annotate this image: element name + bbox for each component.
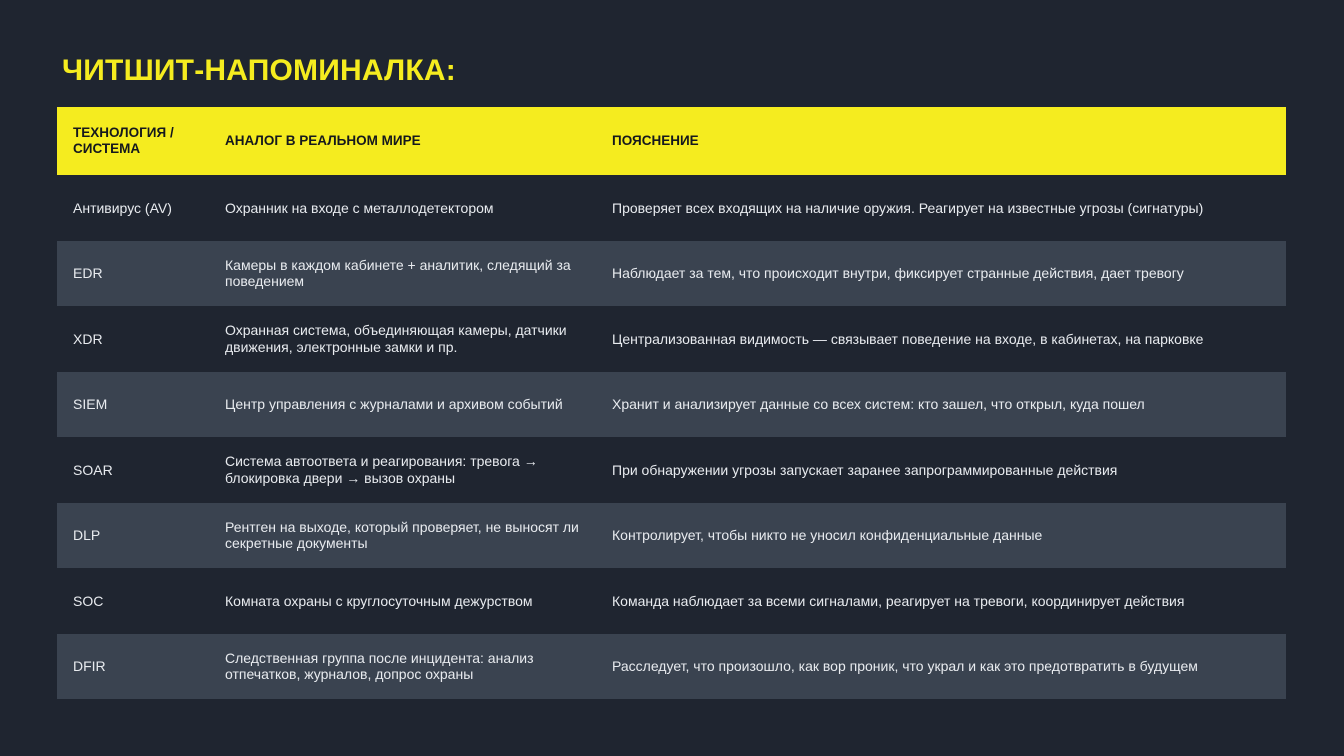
technology-cell: SIEM [73,396,108,412]
explanation-cell: При обнаружении угрозы запускает заранее запрограммированные действия [612,461,1118,478]
technology-cell: XDR [73,330,103,347]
explanation-cell: Наблюдает за тем, что происходит внутри, фиксирует странные действия, дает тревогу [612,265,1184,281]
cheatsheet-table [57,107,1286,699]
column-header-technology: ТЕХНОЛОГИЯ / СИСТЕМА [73,124,174,156]
analog-cell: Охранник на входе с металлодетектором [225,199,494,216]
analog-cell: Камеры в каждом кабинете + аналитик, следящий за поведением [225,256,571,290]
analog-cell: Комната охраны с круглосуточным дежурством [225,592,533,609]
table-row [57,241,1286,307]
page-title: ЧИТШИТ-НАПОМИНАЛКА: [62,54,456,87]
table-row [57,372,1286,438]
table-row [57,437,1286,503]
technology-cell: SOC [73,592,104,609]
analog-cell: Система автоответа и реагирования: тревога → блокировка двери → вызов охраны [225,453,538,486]
explanation-cell: Команда наблюдает за всеми сигналами, реагирует на тревоги, координирует действия [612,592,1185,609]
technology-cell: SOAR [73,461,113,478]
explanation-cell: Проверяет всех входящих на наличие оружия. Реагирует на известные угрозы (сигнатуры) [612,199,1204,216]
technology-cell: DLP [73,527,101,543]
analog-cell: Центр управления с журналами и архивом событий [225,396,563,412]
explanation-cell: Расследует, что произошло, как вор проник, что украл и как это предотвратить в будущем [612,658,1198,674]
column-header-explanation: ПОЯСНЕНИЕ [612,132,699,148]
technology-cell: EDR [73,265,103,281]
analog-cell: Следственная группа после инцидента: анализ отпечатков, журналов, допрос охраны [225,649,534,683]
table-row [57,306,1286,372]
table-row [57,634,1286,700]
technology-cell: Антивирус (AV) [73,199,172,216]
explanation-cell: Хранит и анализирует данные со всех систем: кто зашел, что открыл, куда пошел [612,396,1145,412]
analog-cell: Охранная система, объединяющая камеры, датчики движения, электронные замки и пр. [225,322,567,355]
table-row [57,568,1286,634]
table-header-row [57,107,1286,175]
explanation-cell: Централизованная видимость — связывает поведение на входе, в кабинетах, на парковке [612,330,1204,347]
technology-cell: DFIR [73,658,106,674]
analog-cell: Рентген на выходе, который проверяет, не выносят ли секретные документы [225,518,579,552]
table-row [57,503,1286,569]
explanation-cell: Контролирует, чтобы никто не уносил конфиденциальные данные [612,527,1043,543]
table-row [57,175,1286,241]
column-header-analog: АНАЛОГ В РЕАЛЬНОМ МИРЕ [225,132,421,148]
